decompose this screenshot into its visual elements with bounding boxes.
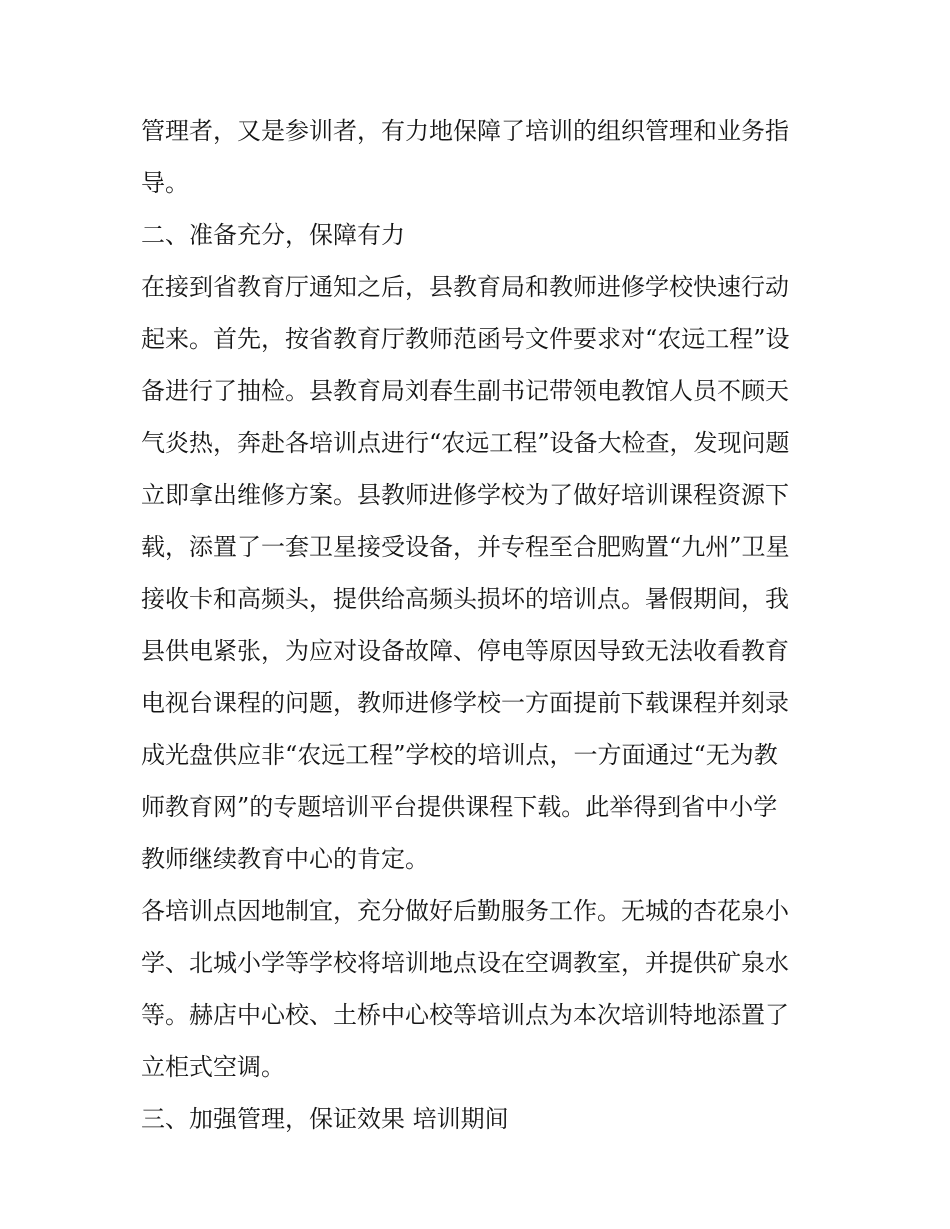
text-line: 成光盘供应非“农远工程”学校的培训点，一方面通过“无为教 [141, 741, 778, 769]
text-line: 备进行了抽检。县教育局刘春生副书记带领电教馆人员不顾天 [141, 377, 789, 405]
text-line: 县供电紧张，为应对设备故障、停电等原因导致无法收看教育 [141, 637, 789, 665]
text-line: 教师继续教育中心的肯定。 [141, 845, 429, 873]
text-line: 立即拿出维修方案。县教师进修学校为了做好培训课程资源下 [141, 481, 789, 509]
text-line: 起来。首先，按省教育厅教师范函号文件要求对“农远工程”设 [141, 325, 790, 353]
text-line: 气炎热，奔赴各培训点进行“农远工程”设备大检查，发现问题 [141, 429, 790, 457]
section-heading: 二、准备充分，保障有力 [141, 221, 405, 249]
text-line: 电视台课程的问题，教师进修学校一方面提前下载课程并刻录 [141, 689, 789, 717]
text-line: 载，添置了一套卫星接受设备，并专程至合肥购置“九州”卫星 [141, 533, 790, 561]
text-line: 立柜式空调。 [141, 1053, 285, 1081]
text-line: 导。 [141, 169, 189, 197]
document-body [141, 105, 811, 1145]
text-line: 在接到省教育厅通知之后，县教育局和教师进修学校快速行动 [141, 273, 789, 301]
text-line: 管理者，又是参训者，有力地保障了培训的组织管理和业务指 [141, 117, 789, 145]
text-line: 接收卡和高频头，提供给高频头损坏的培训点。暑假期间，我 [141, 585, 789, 613]
text-line: 学、北城小学等学校将培训地点设在空调教室，并提供矿泉水 [141, 949, 789, 977]
section-heading: 三、加强管理，保证效果 培训期间 [141, 1105, 509, 1133]
text-line: 等。赫店中心校、土桥中心校等培训点为本次培训特地添置了 [141, 1001, 789, 1029]
text-line: 师教育网”的专题培训平台提供课程下载。此举得到省中小学 [141, 793, 778, 821]
text-line: 各培训点因地制宜，充分做好后勤服务工作。无城的杏花泉小 [141, 897, 789, 925]
